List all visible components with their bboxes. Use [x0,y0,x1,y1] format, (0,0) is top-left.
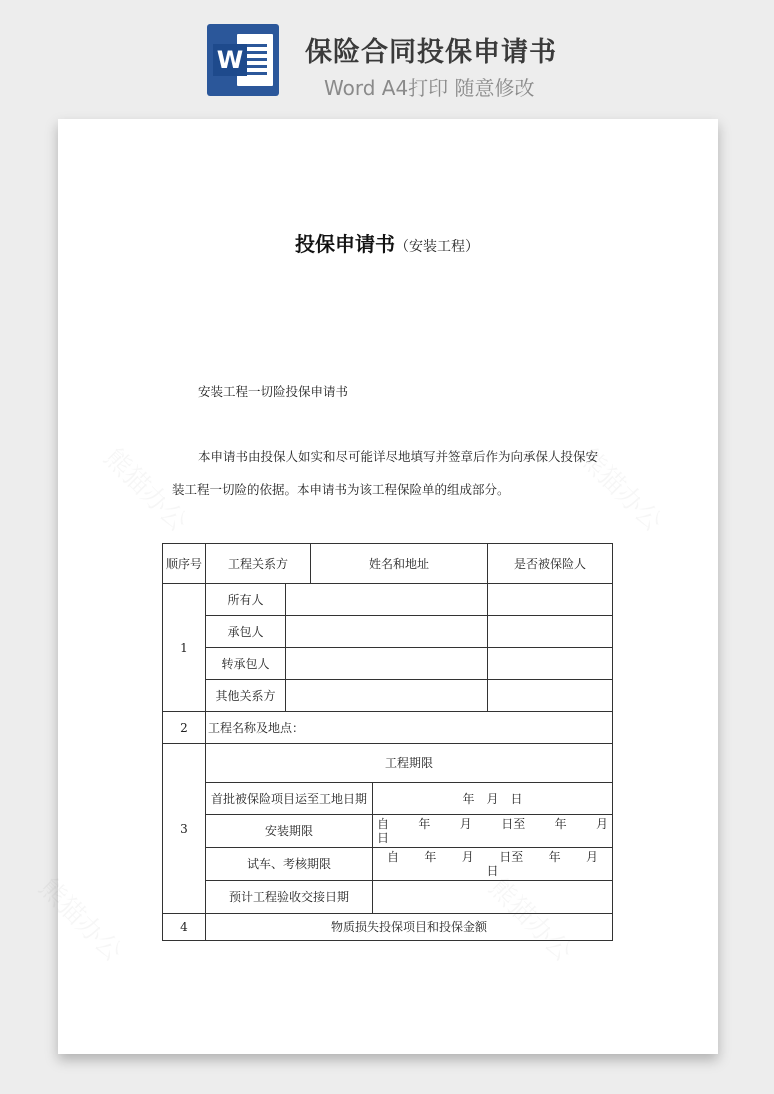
party-name-field[interactable] [286,616,488,648]
row-number: 4 [163,914,206,941]
first-arrival-date[interactable]: 年 月 日 [373,783,613,815]
intro-line-1: 本申请书由投保人如实和尽可能详尽地填写并签章后作为向承保人投保安 [198,449,599,464]
date-month: 月 [585,850,598,864]
word-document-icon [207,24,279,96]
application-form-table [162,543,613,941]
preview-subtitle: Word A4打印 随意修改 [324,76,535,100]
party-label: 其他关系方 [206,680,286,712]
intro-line-2: 装工程一切险的依据。本申请书为该工程保险单的组成部分。 [172,482,510,497]
date-from: 自 [387,850,400,864]
party-name-field[interactable] [286,680,488,712]
party-label: 所有人 [206,584,286,616]
party-label: 转承包人 [206,648,286,680]
date-month: 月 [459,817,472,831]
header-cell: 是否被保险人 [488,544,613,584]
date-to: 日至 [499,850,524,864]
material-loss-label: 物质损失投保项目和投保金额 [206,914,613,941]
first-arrival-label: 首批被保险项目运至工地日期 [206,783,373,815]
header-cell: 姓名和地址 [311,544,488,584]
test-period-field[interactable] [373,848,613,881]
date-day: 日 [486,864,499,878]
acceptance-date-field[interactable] [373,881,613,914]
test-period-label: 试车、考核期限 [206,848,373,881]
party-name-field[interactable] [286,584,488,616]
header-cell: 工程关系方 [206,544,311,584]
word-icon-letter: W [213,44,247,76]
party-insured-field[interactable] [488,680,613,712]
date-month: 月 [595,817,608,831]
date-year: 年 [424,850,437,864]
document-title [0,228,774,257]
period-title: 工程期限 [206,744,613,783]
form-heading: 安装工程一切险投保申请书 [198,384,349,399]
party-name-field[interactable] [286,648,488,680]
install-period-field[interactable] [373,815,613,848]
project-name-location[interactable]: 工程名称及地点： [206,712,613,744]
date-year: 年 [554,817,567,831]
date-year: 年 [548,850,561,864]
date-year: 年 [418,817,431,831]
document-title-main: 投保申请书 [295,232,395,256]
document-title-paren: （安装工程） [395,239,479,255]
install-period-label: 安装期限 [206,815,373,848]
preview-title: 保险合同投保申请书 [305,37,557,68]
date-month: 月 [461,850,474,864]
header-cell: 顺序号 [163,544,206,584]
party-insured-field[interactable] [488,584,613,616]
row-number: 1 [163,584,206,712]
preview-header [0,0,774,110]
party-insured-field[interactable] [488,648,613,680]
date-from: 自 [377,817,390,831]
row-number: 2 [163,712,206,744]
date-to: 日至 [501,817,526,831]
date-day: 日 [377,831,390,845]
party-insured-field[interactable] [488,616,613,648]
acceptance-date-label: 预计工程验收交接日期 [206,881,373,914]
party-label: 承包人 [206,616,286,648]
row-number: 3 [163,744,206,914]
